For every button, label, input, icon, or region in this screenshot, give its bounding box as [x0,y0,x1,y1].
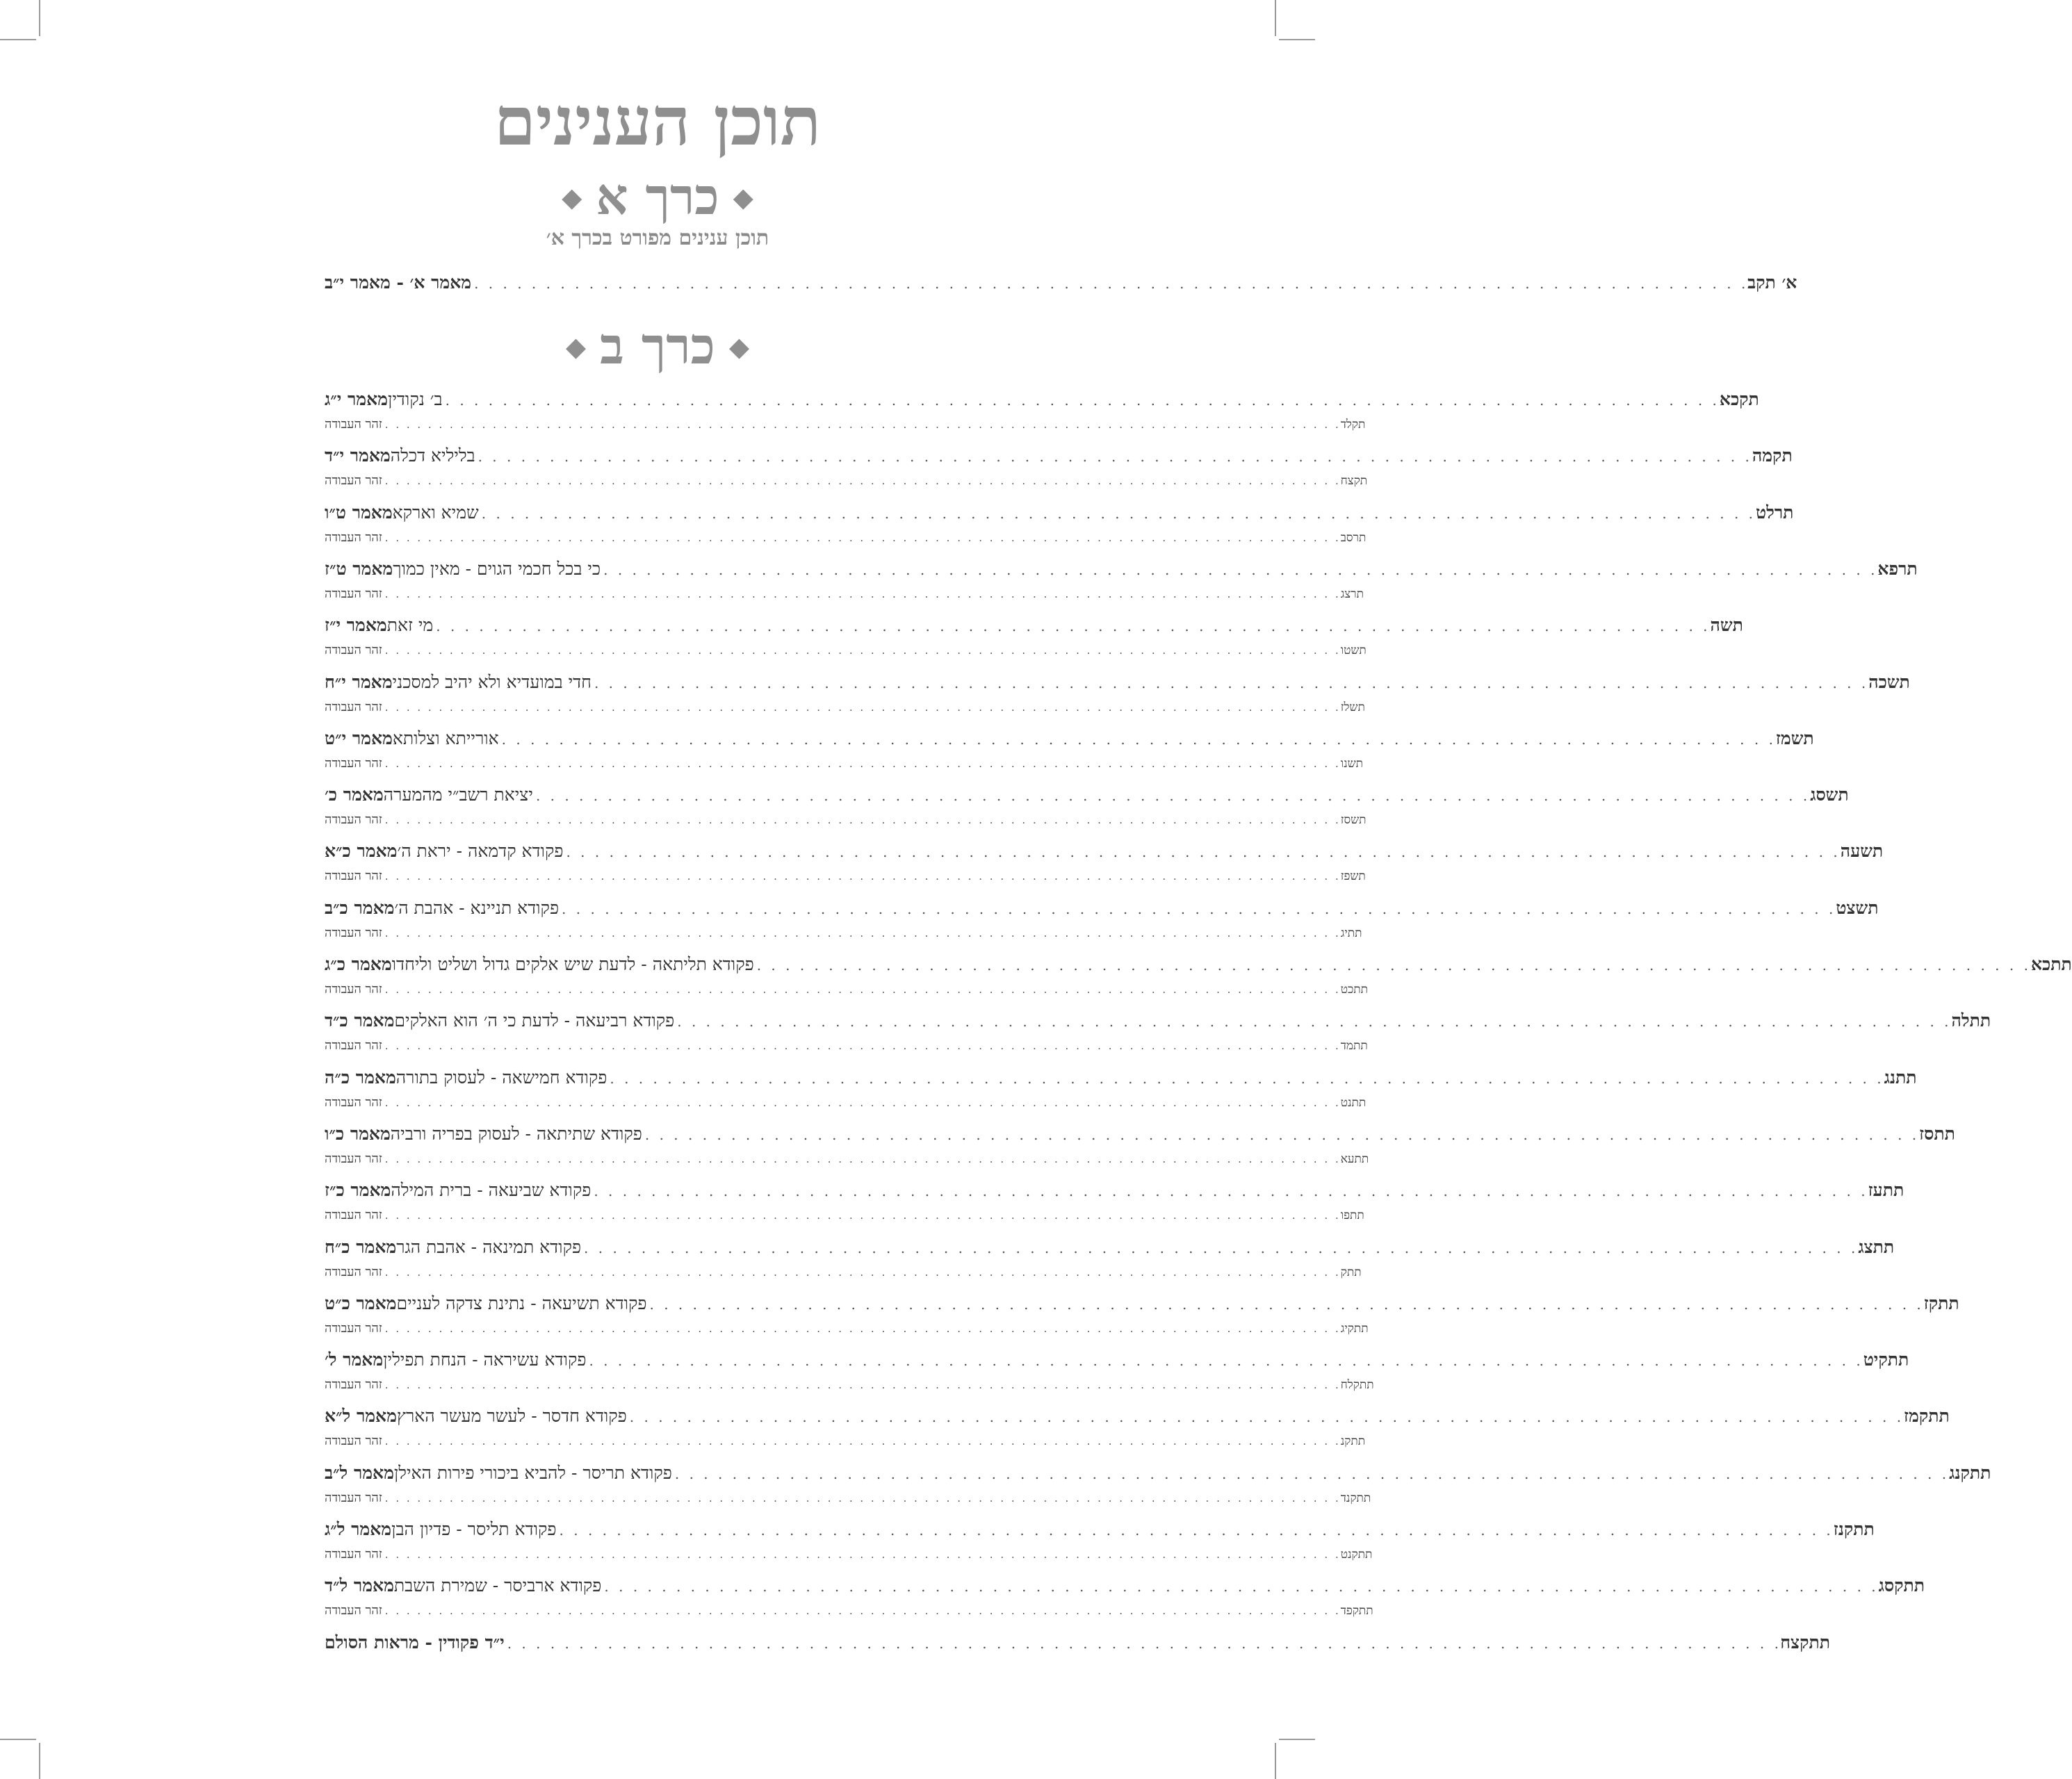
dot-leader: . . . . . . . . . . . . . . . . . . . . . . . . . . . . . . . . . . . . . . . . . . . . . . . . . . . . . . . . . . . . . . . . . . . . . . . . . . . . . . . . . . . . . . . . . [562,901,1836,917]
toc-subentry[interactable] [325,1151,1369,1170]
subentry-label: זהר העבודה [325,700,382,714]
page-title: תוכן הענינים [493,82,822,161]
entry-title: פקודא חמישאה - לעסוק בתורה [395,1067,607,1088]
subentry-page-number: תתמד [1340,1039,1368,1053]
volume1-heading-text: כרך א [596,167,719,226]
dot-leader: . . . . . . . . . . . . . . . . . . . . . . . . . . . . . . . . . . . . . . . . . . . . . . . . . . . . . . . . . . . . . . . . . . . . . . . . . . . . . . . . . . . . . . . . . [535,787,1811,804]
dot-leader: . . . . . . . . . . . . . . . . . . . . . . . . . . . . . . . . . . . . . . . . . . . . . . . . . . . . . . . . . . . . . . . . . . . . . . . . . . . . . . . . . . . . . . . . . [589,1352,1863,1369]
page-number: תתנג [1884,1067,1917,1088]
dot-leader: . . . . . . . . . . . . . . . . . . . . . . . . . . . . . . . . . . . . . . . . . . . . . . . . . . . . . . . . . . . . . . . . . . . . . . . . . . . . . . . . . . . . . . . . . [384,1548,1341,1561]
toc-entry[interactable] [325,672,1910,696]
dot-leader: . . . . . . . . . . . . . . . . . . . . . . . . . . . . . . . . . . . . . . . . . . . . . . . . . . . . . . . . . . . . . . . . . . . . . . . . . . . . . . . . . . . . . . . . . [384,1097,1341,1109]
toc-entry[interactable] [325,728,1814,752]
subentry-page-number: תשלז [1340,700,1365,714]
entry-title: כי בכל חכמי הגוים - מאין כמוך [393,559,601,579]
diamond-icon: ◆ [562,181,582,213]
dot-leader: . . . . . . . . . . . . . . . . . . . . . . . . . . . . . . . . . . . . . . . . . . . . . . . . . . . . . . . . . . . . . . . . . . . . . . . . . . . . . . . . . . . . . . . . . [507,1635,1781,1652]
entry-title: פקודא תשיעאה - נתינת צדקה לעניים [396,1293,647,1313]
entry-number: מאמר כ׳ [325,785,384,805]
entry-number: מאמר כ״ד [325,1010,395,1031]
subentry-page-number: תרסב [1340,531,1367,545]
entry-title: פקודא שתיתאה - לעסוק בפריה ורביה [390,1124,642,1144]
toc-subentry[interactable] [325,812,1367,830]
entry-number: מאמר כ״ג [325,954,392,974]
page-number: תתסז [1919,1124,1955,1144]
subentry-page-number: תתעא [1340,1152,1369,1166]
volume1-subtitle: תוכן ענינים מפורט בכרך א׳ [546,226,769,250]
page-number: תתכא [2030,954,2072,974]
toc-entry[interactable] [325,1575,1925,1599]
entry-title: חדי במועדיא ולא יהיב למסכני [392,672,592,692]
dot-leader: . . . . . . . . . . . . . . . . . . . . . . . . . . . . . . . . . . . . . . . . . . . . . . . . . . . . . . . . . . . . . . . . . . . . . . . . . . . . . . . . . . . . . . . . . [384,983,1341,996]
page-number: תשה [1710,615,1743,635]
dot-leader: . . . . . . . . . . . . . . . . . . . . . . . . . . . . . . . . . . . . . . . . . . . . . . . . . . . . . . . . . . . . . . . . . . . . . . . . . . . . . . . . . . . . . . . . . [384,1209,1341,1222]
dot-leader: . . . . . . . . . . . . . . . . . . . . . . . . . . . . . . . . . . . . . . . . . . . . . . . . . . . . . . . . . . . . . . . . . . . . . . . . . . . . . . . . . . . . . . . . . [384,644,1341,657]
toc-subentry[interactable] [325,473,1368,491]
toc-subentry[interactable] [325,926,1362,944]
entry-title: אורייתא וצלותא [392,728,499,748]
entry-title: יציאת רשב״י מהמערה [383,785,533,805]
subentry-label: זהר העבודה [325,1377,382,1392]
entry-title: פקודא שביעאה - ברית המילה [391,1180,592,1200]
page-number: תרלט [1756,502,1794,523]
page-number: תתצג [1858,1237,1895,1257]
page-number: תתלה [1951,1010,1991,1031]
toc-entry[interactable] [325,445,1793,469]
toc-subentry[interactable] [325,1265,1362,1283]
toc-entry[interactable] [325,615,1743,639]
dot-leader: . . . . . . . . . . . . . . . . . . . . . . . . . . . . . . . . . . . . . . . . . . . . . . . . . . . . . . . . . . . . . . . . . . . . . . . . . . . . . . . . . . . . . . . . . [445,392,1720,409]
dot-leader: . . . . . . . . . . . . . . . . . . . . . . . . . . . . . . . . . . . . . . . . . . . . . . . . . . . . . . . . . . . . . . . . . . . . . . . . . . . . . . . . . . . . . . . . . [604,1578,1879,1595]
page-number: תשעה [1840,841,1884,861]
entry-title: בליליא דכלה [390,445,475,466]
subentry-page-number: תתנט [1340,1096,1367,1110]
dot-leader: . . . . . . . . . . . . . . . . . . . . . . . . . . . . . . . . . . . . . . . . . . . . . . . . . . . . . . . . . . . . . . . . . . . . . . . . . . . . . . . . . . . . . . . . . [584,1240,1859,1256]
dot-leader: . . . . . . . . . . . . . . . . . . . . . . . . . . . . . . . . . . . . . . . . . . . . . . . . . . . . . . . . . . . . . . . . . . . . . . . . . . . . . . . . . . . . . . . . . [384,532,1341,544]
toc-entry[interactable] [325,1293,1959,1317]
dot-leader: . . . . . . . . . . . . . . . . . . . . . . . . . . . . . . . . . . . . . . . . . . . . . . . . . . . . . . . . . . . . . . . . . . . . . . . . . . . . . . . . . . . . . . . . . [559,1522,1834,1539]
toc-entry[interactable] [325,954,2072,978]
page-number: תתקמז [1904,1406,1950,1426]
dot-leader: . . . . . . . . . . . . . . . . . . . . . . . . . . . . . . . . . . . . . . . . . . . . . . . . . . . . . . . . . . . . . . . . . . . . . . . . . . . . . . . . . . . . . . . . . [474,275,1749,292]
dot-leader: . . . . . . . . . . . . . . . . . . . . . . . . . . . . . . . . . . . . . . . . . . . . . . . . . . . . . . . . . . . . . . . . . . . . . . . . . . . . . . . . . . . . . . . . . [436,618,1711,634]
subentry-label: זהר העבודה [325,1265,382,1279]
toc-entry[interactable] [325,1180,1904,1204]
dot-leader: . . . . . . . . . . . . . . . . . . . . . . . . . . . . . . . . . . . . . . . . . . . . . . . . . . . . . . . . . . . . . . . . . . . . . . . . . . . . . . . . . . . . . . . . . [603,561,1878,578]
subentry-page-number: תרצג [1340,587,1364,601]
entry-number: מאמר כ״ט [325,1293,397,1313]
closing-label: י״ד פקודין - מראות הסולם [325,1632,505,1653]
subentry-label: זהר העבודה [325,1603,382,1618]
toc-subentry[interactable] [325,700,1365,718]
subentry-page-number: תתקנ [1340,1434,1366,1448]
entry-title: פקודא תמינאה - אהבת הגר [396,1237,582,1257]
toc-subentry[interactable] [325,530,1367,548]
dot-leader: . . . . . . . . . . . . . . . . . . . . . . . . . . . . . . . . . . . . . . . . . . . . . . . . . . . . . . . . . . . . . . . . . . . . . . . . . . . . . . . . . . . . . . . . . [677,1013,1952,1030]
entry-title: פקודא קדמאה - יראת ה׳ [397,841,564,861]
page-number: תשצט [1836,898,1879,918]
page-number: תשכה [1868,672,1910,692]
page-number: תשסג [1810,785,1849,805]
subentry-label: זהר העבודה [325,756,382,771]
toc-entry[interactable] [325,898,1879,921]
toc-subentry[interactable] [325,869,1366,887]
subentry-page-number: תתיג [1340,926,1362,940]
entry-title: פקודא חדסר - לעשר מעשר הארץ [396,1406,627,1426]
subentry-label: זהר העבודה [325,926,382,940]
subentry-label: זהר העבודה [325,1095,382,1110]
toc-entry[interactable] [325,1124,1955,1147]
subentry-label: זהר העבודה [325,1151,382,1166]
toc-subentry[interactable] [325,756,1364,774]
dot-leader: . . . . . . . . . . . . . . . . . . . . . . . . . . . . . . . . . . . . . . . . . . . . . . . . . . . . . . . . . . . . . . . . . . . . . . . . . . . . . . . . . . . . . . . . . [384,1435,1341,1448]
entry-title: מי זאת [386,615,434,635]
toc-entry[interactable] [325,1237,1895,1261]
dot-leader: . . . . . . . . . . . . . . . . . . . . . . . . . . . . . . . . . . . . . . . . . . . . . . . . . . . . . . . . . . . . . . . . . . . . . . . . . . . . . . . . . . . . . . . . . [384,1322,1341,1335]
toc-entry[interactable] [325,1406,1950,1429]
subentry-page-number: תתכט [1340,983,1369,997]
subentry-label: זהר העבודה [325,1547,382,1561]
entry-number: מאמר כ״ה [325,1067,396,1088]
entry-title: פקודא ארביסר - שמירת השבת [393,1575,602,1596]
entry-number: מאמר כ״ח [325,1237,397,1257]
page-number: תתקצח [1780,1632,1830,1653]
entry-title: פקודא תריסר - להביא ביכורי פירות האילן [393,1463,672,1483]
toc-subentry[interactable] [325,1208,1364,1226]
subentry-label: זהר העבודה [325,643,382,657]
dot-leader: . . . . . . . . . . . . . . . . . . . . . . . . . . . . . . . . . . . . . . . . . . . . . . . . . . . . . . . . . . . . . . . . . . . . . . . . . . . . . . . . . . . . . . . . . [384,1040,1341,1052]
dot-leader: . . . . . . . . . . . . . . . . . . . . . . . . . . . . . . . . . . . . . . . . . . . . . . . . . . . . . . . . . . . . . . . . . . . . . . . . . . . . . . . . . . . . . . . . . [594,1183,1868,1199]
diamond-icon: ◆ [565,330,587,362]
dot-leader: . . . . . . . . . . . . . . . . . . . . . . . . . . . . . . . . . . . . . . . . . . . . . . . . . . . . . . . . . . . . . . . . . . . . . . . . . . . . . . . . . . . . . . . . . [384,1153,1341,1165]
dot-leader: . . . . . . . . . . . . . . . . . . . . . . . . . . . . . . . . . . . . . . . . . . . . . . . . . . . . . . . . . . . . . . . . . . . . . . . . . . . . . . . . . . . . . . . . . [384,1492,1341,1505]
entry-number: מאמר כ״א [325,841,398,861]
entry-title: פקודא תניינא - אהבת ה׳ [394,898,560,918]
toc-entry[interactable] [325,559,1918,582]
entry-number: מאמר י״ט [325,728,393,748]
volume1-range-row[interactable] [325,272,1797,296]
dot-leader: . . . . . . . . . . . . . . . . . . . . . . . . . . . . . . . . . . . . . . . . . . . . . . . . . . . . . . . . . . . . . . . . . . . . . . . . . . . . . . . . . . . . . . . . . [384,1605,1341,1617]
page-number: תקכא [1719,389,1759,409]
toc-entry[interactable] [325,1010,1991,1034]
entry-title: פקודא רביעאה - לדעת כי ה׳ הוא האלקים [394,1010,675,1031]
toc-subentry[interactable] [325,982,1369,1000]
entry-number: מאמר כ״ז [325,1180,391,1200]
page-number: תתקנג [1949,1463,1991,1483]
dot-leader: . . . . . . . . . . . . . . . . . . . . . . . . . . . . . . . . . . . . . . . . . . . . . . . . . . . . . . . . . . . . . . . . . . . . . . . . . . . . . . . . . . . . . . . . . [384,1379,1341,1391]
volume1-range-label: מאמר א׳ - מאמר י״ב [325,272,472,293]
subentry-page-number: תתקפד [1340,1604,1373,1618]
subentry-page-number: תתקנט [1340,1548,1373,1561]
toc-subentry[interactable] [325,1095,1367,1113]
dot-leader: . . . . . . . . . . . . . . . . . . . . . . . . . . . . . . . . . . . . . . . . . . . . . . . . . . . . . . . . . . . . . . . . . . . . . . . . . . . . . . . . . . . . . . . . . [384,1266,1341,1279]
subentry-page-number: תתקנד [1340,1491,1371,1505]
dot-leader: . . . . . . . . . . . . . . . . . . . . . . . . . . . . . . . . . . . . . . . . . . . . . . . . . . . . . . . . . . . . . . . . . . . . . . . . . . . . . . . . . . . . . . . . . [644,1126,1920,1143]
entry-number: מאמר כ״ב [325,898,395,918]
entry-number: מאמר כ״ו [325,1124,391,1144]
page-number: תתקיט [1863,1350,1909,1370]
toc-entry[interactable] [325,1463,1991,1486]
volume2-heading [0,316,1315,376]
dot-leader: . . . . . . . . . . . . . . . . . . . . . . . . . . . . . . . . . . . . . . . . . . . . . . . . . . . . . . . . . . . . . . . . . . . . . . . . . . . . . . . . . . . . . . . . . [610,1070,1884,1087]
subentry-page-number: תתקלח [1340,1378,1374,1392]
toc-subentry[interactable] [325,643,1367,661]
subentry-label: זהר העבודה [325,530,382,545]
entry-title: פקודא עשיראה - הנחת תפילין [383,1350,587,1370]
page-number: תתקסג [1878,1575,1925,1596]
toc-subentry[interactable] [325,1377,1374,1395]
toc-entry[interactable] [325,1519,1875,1543]
dot-leader: . . . . . . . . . . . . . . . . . . . . . . . . . . . . . . . . . . . . . . . . . . . . . . . . . . . . . . . . . . . . . . . . . . . . . . . . . . . . . . . . . . . . . . . . . [384,418,1341,431]
subentry-page-number: תקצח [1340,474,1368,488]
toc-subentry[interactable] [325,1321,1369,1339]
toc-subentry[interactable] [325,1547,1373,1565]
page-number: תרפא [1877,559,1918,579]
diamond-icon: ◆ [728,330,750,362]
toc-entry[interactable] [325,1350,1909,1373]
entry-number: מאמר ל״ב [325,1463,394,1483]
dot-leader: . . . . . . . . . . . . . . . . . . . . . . . . . . . . . . . . . . . . . . . . . . . . . . . . . . . . . . . . . . . . . . . . . . . . . . . . . . . . . . . . . . . . . . . . . [384,475,1341,487]
dot-leader: . . . . . . . . . . . . . . . . . . . . . . . . . . . . . . . . . . . . . . . . . . . . . . . . . . . . . . . . . . . . . . . . . . . . . . . . . . . . . . . . . . . . . . . . . [384,814,1341,826]
closing-entry[interactable] [325,1632,1830,1656]
subentry-label: זהר העבודה [325,1321,382,1336]
page-number: תשמז [1775,728,1814,748]
dot-leader: . . . . . . . . . . . . . . . . . . . . . . . . . . . . . . . . . . . . . . . . . . . . . . . . . . . . . . . . . . . . . . . . . . . . . . . . . . . . . . . . . . . . . . . . . [384,588,1341,600]
entry-title: שמיא וארקא [392,502,479,523]
dot-leader: . . . . . . . . . . . . . . . . . . . . . . . . . . . . . . . . . . . . . . . . . . . . . . . . . . . . . . . . . . . . . . . . . . . . . . . . . . . . . . . . . . . . . . . . . [566,844,1841,860]
entry-title: ב׳ נקודין [387,389,443,409]
subentry-label: זהר העבודה [325,587,382,601]
entry-number: מאמר ט״ו [325,502,393,523]
subentry-label: זהר העבודה [325,417,382,432]
dot-leader: . . . . . . . . . . . . . . . . . . . . . . . . . . . . . . . . . . . . . . . . . . . . . . . . . . . . . . . . . . . . . . . . . . . . . . . . . . . . . . . . . . . . . . . . . [501,731,1776,748]
toc-entry[interactable] [325,841,1884,864]
toc-subentry[interactable] [325,1038,1368,1056]
subentry-label: זהר העבודה [325,812,382,827]
entry-number: מאמר ל״א [325,1406,397,1426]
subentry-page-number: תתפו [1340,1208,1364,1222]
toc-subentry[interactable] [325,417,1366,435]
subentry-label: זהר העבודה [325,473,382,488]
subentry-page-number: תשסז [1340,813,1367,827]
dot-leader: . . . . . . . . . . . . . . . . . . . . . . . . . . . . . . . . . . . . . . . . . . . . . . . . . . . . . . . . . . . . . . . . . . . . . . . . . . . . . . . . . . . . . . . . . [481,505,1756,522]
subentry-label: זהר העבודה [325,1491,382,1505]
subentry-label: זהר העבודה [325,1434,382,1448]
entry-number: מאמר ט״ז [325,559,393,579]
dot-leader: . . . . . . . . . . . . . . . . . . . . . . . . . . . . . . . . . . . . . . . . . . . . . . . . . . . . . . . . . . . . . . . . . . . . . . . . . . . . . . . . . . . . . . . . . [384,870,1341,883]
dot-leader: . . . . . . . . . . . . . . . . . . . . . . . . . . . . . . . . . . . . . . . . . . . . . . . . . . . . . . . . . . . . . . . . . . . . . . . . . . . . . . . . . . . . . . . . . [478,448,1752,465]
entry-title: פקודא תליתאה - לדעת שיש אלקים גדול ושליט וליחדו [391,954,754,974]
entry-number: מאמר ל׳ [325,1350,384,1370]
subentry-label: זהר העבודה [325,869,382,883]
dot-leader: . . . . . . . . . . . . . . . . . . . . . . . . . . . . . . . . . . . . . . . . . . . . . . . . . . . . . . . . . . . . . . . . . . . . . . . . . . . . . . . . . . . . . . . . . [756,957,2031,974]
toc-entry[interactable] [325,1067,1917,1091]
page-number: תתעז [1868,1180,1904,1200]
dot-leader: . . . . . . . . . . . . . . . . . . . . . . . . . . . . . . . . . . . . . . . . . . . . . . . . . . . . . . . . . . . . . . . . . . . . . . . . . . . . . . . . . . . . . . . . . [384,927,1341,940]
dot-leader: . . . . . . . . . . . . . . . . . . . . . . . . . . . . . . . . . . . . . . . . . . . . . . . . . . . . . . . . . . . . . . . . . . . . . . . . . . . . . . . . . . . . . . . . . [384,701,1341,714]
subentry-page-number: תקלד [1340,418,1366,432]
page-number: א׳ תקב [1747,272,1797,293]
entry-number: מאמר י״ג [325,389,388,409]
subentry-label: זהר העבודה [325,982,382,997]
subentry-page-number: תתקיג [1340,1322,1369,1336]
page-number: תתקז [1923,1293,1959,1313]
subentry-page-number: תתק [1340,1265,1362,1279]
entry-number: מאמר ל״ד [325,1575,394,1596]
page-number: תקמה [1752,445,1793,466]
dot-leader: . . . . . . . . . . . . . . . . . . . . . . . . . . . . . . . . . . . . . . . . . . . . . . . . . . . . . . . . . . . . . . . . . . . . . . . . . . . . . . . . . . . . . . . . . [629,1409,1904,1425]
toc-subentry[interactable] [325,1491,1371,1509]
volume2-heading-text: כרך ב [600,316,715,375]
dot-leader: . . . . . . . . . . . . . . . . . . . . . . . . . . . . . . . . . . . . . . . . . . . . . . . . . . . . . . . . . . . . . . . . . . . . . . . . . . . . . . . . . . . . . . . . . [649,1296,1924,1313]
subentry-label: זהר העבודה [325,1038,382,1053]
toc-subentry[interactable] [325,1603,1373,1621]
toc-entry[interactable] [325,389,1759,413]
entry-number: מאמר י״ז [325,615,387,635]
toc-subentry[interactable] [325,1434,1366,1452]
entry-number: מאמר י״ח [325,672,393,692]
dot-leader: . . . . . . . . . . . . . . . . . . . . . . . . . . . . . . . . . . . . . . . . . . . . . . . . . . . . . . . . . . . . . . . . . . . . . . . . . . . . . . . . . . . . . . . . . [674,1466,1950,1482]
diamond-icon: ◆ [733,181,753,213]
subentry-page-number: תשנו [1340,757,1364,771]
subentry-page-number: תשטו [1340,643,1367,657]
entry-number: מאמר ל״ג [325,1519,392,1539]
entry-title: פקודא תליסר - פדיון הבן [391,1519,557,1539]
dot-leader: . . . . . . . . . . . . . . . . . . . . . . . . . . . . . . . . . . . . . . . . . . . . . . . . . . . . . . . . . . . . . . . . . . . . . . . . . . . . . . . . . . . . . . . . . [594,675,1869,691]
subentry-label: זהר העבודה [325,1208,382,1222]
toc-entry[interactable] [325,785,1849,808]
page-number: תתקנז [1833,1519,1875,1539]
toc-subentry[interactable] [325,587,1364,605]
subentry-page-number: תשפז [1340,869,1366,883]
entry-number: מאמר י״ד [325,445,391,466]
dot-leader: . . . . . . . . . . . . . . . . . . . . . . . . . . . . . . . . . . . . . . . . . . . . . . . . . . . . . . . . . . . . . . . . . . . . . . . . . . . . . . . . . . . . . . . . . [384,757,1341,770]
toc-entry[interactable] [325,502,1794,526]
